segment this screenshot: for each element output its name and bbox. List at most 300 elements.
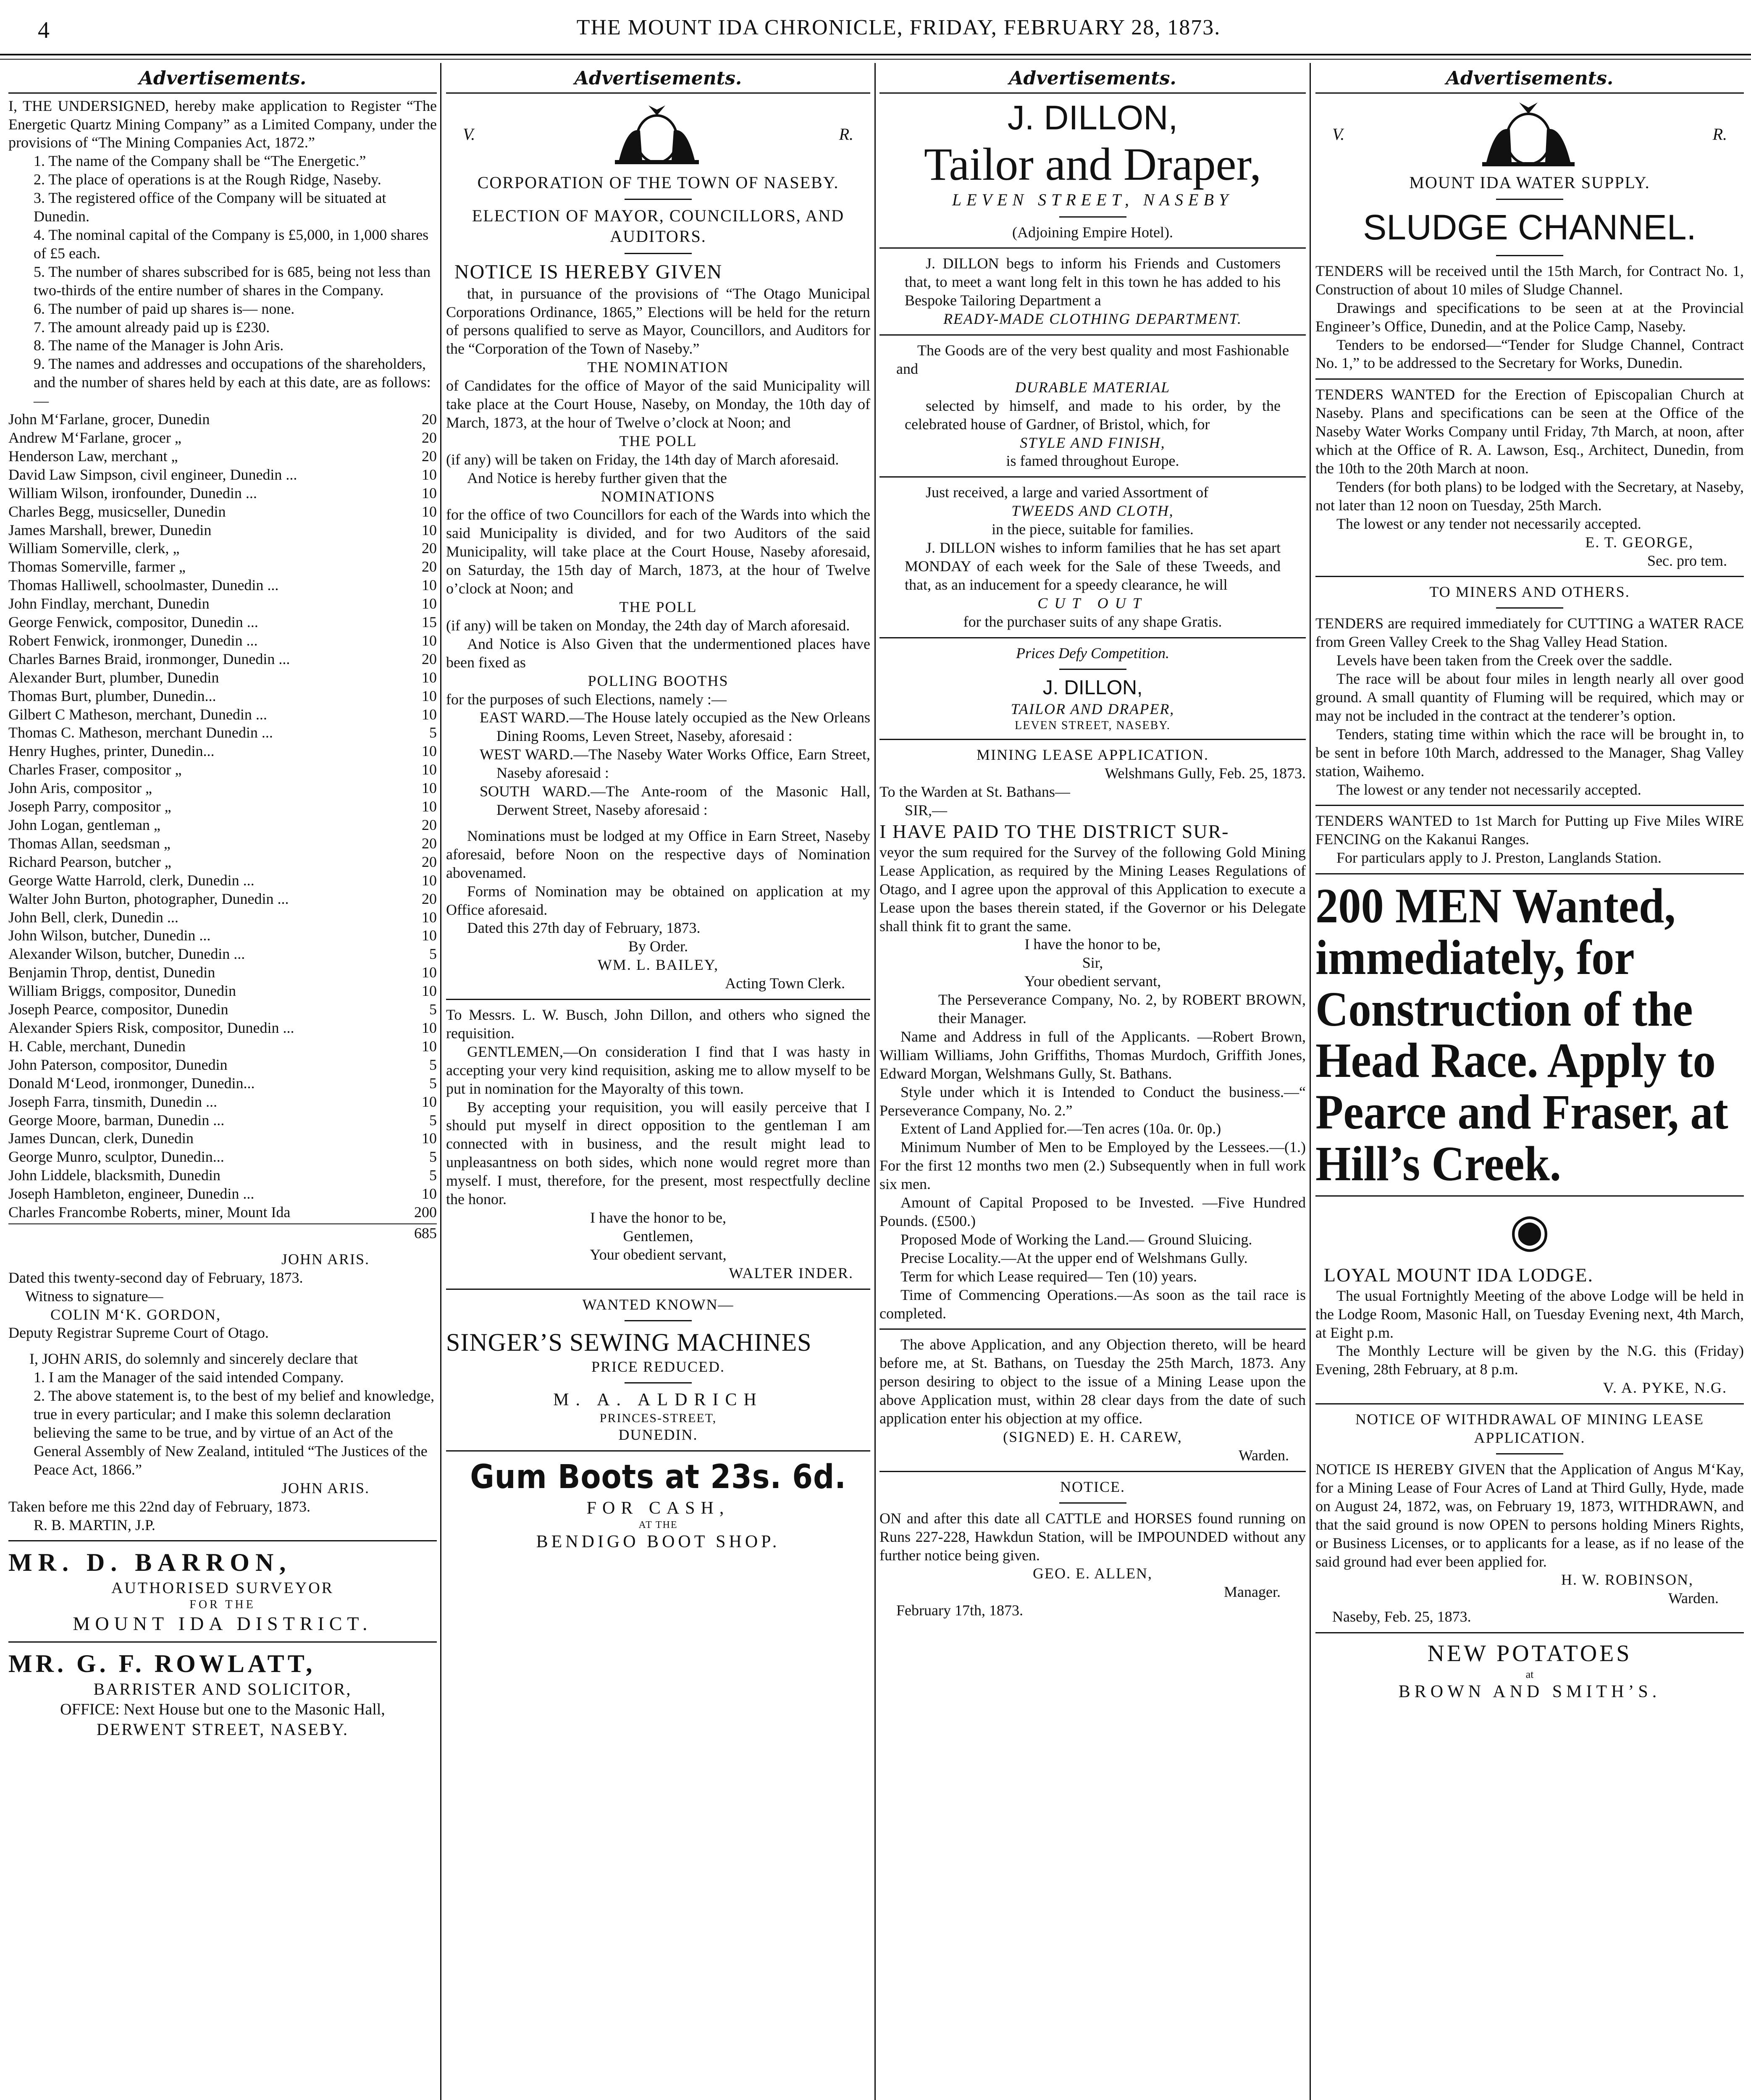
table-row — [8, 650, 437, 669]
aldrich: M. A. ALDRICH — [553, 1390, 763, 1410]
nomination-body: of Candidates for the office of Mayor of the said Municipality will take place at the Court House, Naseby, on Monday, the 10th day of March, 1873, at the hour of Twelve o’clock at Noon; and — [446, 377, 870, 431]
table-row — [8, 1074, 437, 1093]
shareholder-shares: 20 — [422, 890, 437, 907]
feb17: February 17th, 1873. — [896, 1602, 1023, 1619]
by-order: By Order. — [628, 938, 688, 955]
witness-title: Deputy Registrar Supreme Court of Otago. — [8, 1324, 269, 1341]
column-heading: Advertisements. — [446, 67, 870, 94]
ward-west: WEST WARD.—The Naseby Water Works Office, Earn Street, Naseby aforesaid : — [480, 746, 870, 782]
dillon-trade: Tailor and Draper, — [924, 138, 1262, 190]
new-potatoes: NEW POTATOES — [1427, 1641, 1632, 1667]
sir-2: Sir, — [1082, 954, 1103, 971]
gentlemen: Gentlemen, — [623, 1227, 693, 1244]
crest-letter: R. — [1712, 125, 1727, 144]
barron-district: MOUNT IDA DISTRICT. — [73, 1613, 373, 1635]
poll-heading: THE POLL — [619, 432, 697, 449]
sec-pro-tem: Sec. pro tem. — [1647, 552, 1727, 569]
column-heading: Advertisements. — [1315, 67, 1744, 94]
shareholder-shares: 10 — [422, 1130, 437, 1147]
crest-letter: R. — [839, 125, 853, 144]
masthead-title: THE MOUNT IDA CHRONICLE, FRIDAY, FEBRUARY 28, 1873. — [576, 15, 1221, 39]
tenders-sludge: TENDERS will be received until the 15th March, for Contract No. 1, Construction of about 10 miles of Sludge Channel. — [1315, 262, 1744, 298]
shareholder-shares: 20 — [422, 835, 437, 852]
honor: I have the honor to be, — [1024, 936, 1161, 953]
shareholder-shares: 5 — [429, 1167, 437, 1184]
shareholder-name: John Logan, gentleman „ — [8, 816, 160, 834]
barron-title: AUTHORISED SURVEYOR — [111, 1579, 334, 1597]
list-item: 2. The above statement is, to the best of my belief and knowledge, true in every particular; and I make this solemn declaration believing the same to be true, and by virtue of an Act of the General Assembly of New Zealand, intituled “The Justices of the Peace Act, 1866.” — [34, 1387, 435, 1478]
shareholder-shares: 10 — [422, 669, 437, 686]
shareholder-shares: 10 — [422, 577, 437, 594]
shareholder-name: John Bell, clerk, Dunedin ... — [8, 908, 179, 926]
manager: Manager. — [1224, 1583, 1281, 1601]
shareholder-shares: 10 — [422, 964, 437, 981]
shareholder-name: Robert Fenwick, ironmonger, Dunedin ... — [8, 632, 258, 649]
table-row — [8, 484, 437, 503]
shareholder-name: Thomas Somerville, farmer „ — [8, 558, 186, 575]
cattle-notice: ON and after this date all CATTLE and HORSES found running on Runs 227-228, Hawkdun Station, will be IMPOUNDED without any further notice being given. — [879, 1509, 1306, 1564]
allen: GEO. E. ALLEN, — [1033, 1565, 1152, 1582]
dated: Dated this twenty-second day of February, 1873. — [8, 1269, 303, 1286]
shareholder-name: Richard Pearson, butcher „ — [8, 853, 171, 870]
water-race: TENDERS are required immediately for CUTTING a WATER RACE from Green Valley Creek to the Shag Valley Head Station. — [1315, 615, 1744, 651]
shareholder-name: John Wilson, butcher, Dunedin ... — [8, 927, 211, 944]
shareholder-name: Henderson Law, merchant „ — [8, 447, 178, 465]
shareholder-shares: 10 — [422, 1093, 437, 1110]
list-item: 4. The nominal capital of the Company is £5,000, in 1,000 shares of £5 each. — [34, 226, 429, 262]
shareholder-name: George Fenwick, compositor, Dunedin ... — [8, 614, 258, 631]
both-plans: Tenders (for both plans) to be lodged with the Secretary, at Naseby, not later than 12 noon on Tuesday, 25th March. — [1315, 478, 1744, 514]
shareholder-name: William Somerville, clerk, „ — [8, 540, 180, 557]
shareholder-shares: 10 — [422, 1019, 437, 1036]
shareholder-shares: 5 — [429, 1001, 437, 1018]
shareholder-name: Charles Francombe Roberts, miner, Mount Ida — [8, 1204, 291, 1221]
locality: Precise Locality.—At the upper end of Welshmans Gully. — [900, 1249, 1248, 1266]
shareholder-name: David Law Simpson, civil engineer, Dunedin ... — [8, 466, 297, 483]
shareholder-name: James Duncan, clerk, Dunedin — [8, 1130, 194, 1147]
rowlatt-name: MR. G. F. ROWLATT, — [8, 1650, 316, 1678]
notice-heading: NOTICE. — [1060, 1478, 1125, 1495]
energetic-items — [8, 152, 437, 410]
robinson: H. W. ROBINSON, — [1561, 1571, 1693, 1588]
shareholder-shares: 20 — [422, 447, 437, 465]
applicants: Name and Address in full of the Applicants. —Robert Brown, William Williams, John Griffiths, Thomas Murdoch, Griffith Jones, Edward Morgan, Welshmans Gully, St. Bathans. — [879, 1028, 1306, 1082]
stating: Tenders, stating time within which the race will be brought in, to be sent in before 10th March, addressed to the Manager, Shag Valley station, Waihemo. — [1315, 725, 1744, 780]
george: E. T. GEORGE, — [1585, 533, 1693, 551]
column-divider — [874, 63, 876, 2100]
table-row — [8, 706, 437, 724]
shareholder-shares: 10 — [422, 706, 437, 723]
lodge-body: The usual Fortnightly Meeting of the above Lodge will be held in the Lodge Room, Masonic Hall, on Tuesday Evening next, 4th March, at Eight p.m. — [1315, 1287, 1744, 1341]
table-row — [8, 1203, 437, 1222]
shareholder-shares: 10 — [422, 687, 437, 704]
shareholder-name: Thomas C. Matheson, merchant Dunedin ... — [8, 724, 273, 741]
shareholder-shares: 5 — [429, 1056, 437, 1073]
table-row — [8, 927, 437, 945]
shareholder-shares: 10 — [422, 908, 437, 926]
shareholder-shares: 20 — [422, 853, 437, 870]
perseverance: The Perseverance Company, No. 2, by ROBERT BROWN, their Manager. — [938, 991, 1306, 1027]
shareholder-name: Andrew M‘Farlane, grocer „ — [8, 429, 181, 446]
withdrawal-title: NOTICE OF WITHDRAWAL OF MINING LEASE APPLICATION. — [1355, 1411, 1704, 1446]
table-row — [8, 945, 437, 963]
gentlemen-letter-2: By accepting your requisition, you will easily perceive that I should put myself in direct opposition to the gentleman I am connected with in business, and the result might lead to unpleasantness on both sides, which none would regret more than myself. I must, therefore, for the present, most respectfully decline the honor. — [446, 1098, 870, 1208]
column-heading: Advertisements. — [8, 67, 437, 94]
table-row — [8, 558, 437, 576]
table-row — [8, 872, 437, 890]
selected: selected by himself, and made to his order, by the celebrated house of Gardner, of Bristol, which, for — [905, 397, 1281, 433]
shareholder-shares: 10 — [422, 927, 437, 944]
energetic-intro: I, THE UNDERSIGNED, hereby make application to Register “The Energetic Quartz Mining Company” as a Limited Company, under the provisions of “The Mining Companies Act, 1872.” — [8, 97, 437, 151]
paid-body: veyor the sum required for the Survey of the following Gold Mining Lease Application, as required by the Mining Leases Regulations of Otago, and I agree upon the approval of this Application to execute a Lease upon the bases therein stated, if the Governor or his Delegate shall think fit to grant the same. — [879, 843, 1306, 934]
lecture: The Monthly Lecture will be given by the N.G. this (Friday) Evening, 28th February, at 8 p.m. — [1315, 1342, 1744, 1378]
list-item: 2. The place of operations is at the Rough Ridge, Naseby. — [34, 171, 381, 188]
just-received: Just received, a large and varied Assortment of — [926, 484, 1209, 501]
shareholder-name: John Findlay, merchant, Dunedin — [8, 595, 210, 612]
shareholder-name: Alexander Burt, plumber, Dunedin — [8, 669, 219, 686]
notice-heading: NOTICE IS HEREBY GIVEN — [454, 261, 723, 284]
table-row — [8, 908, 437, 927]
gratis: for the purchaser suits of any shape Gratis. — [963, 613, 1222, 630]
shareholder-list — [8, 410, 437, 1222]
dillon-street: LEVEN STREET, NASEBY — [952, 190, 1234, 209]
list-item: 1. I am the Manager of the said intended Company. — [34, 1369, 344, 1386]
shareholder-shares: 10 — [422, 503, 437, 520]
table-row — [8, 1111, 437, 1130]
table-row — [8, 410, 437, 429]
nominations-heading: NOMINATIONS — [601, 488, 715, 505]
shareholder-name: William Wilson, ironfounder, Dunedin ... — [8, 484, 257, 501]
at-the: AT THE — [638, 1519, 678, 1530]
shareholder-shares: 5 — [429, 1111, 437, 1129]
table-row — [8, 576, 437, 595]
witness-name: COLIN M‘K. GORDON, — [50, 1306, 221, 1323]
table-row — [8, 963, 437, 982]
shareholder-shares: 200 — [414, 1204, 437, 1221]
further-notice: And Notice is hereby further given that the — [467, 469, 727, 486]
shareholder-name: Joseph Pearce, compositor, Dunedin — [8, 1001, 228, 1018]
table-row — [8, 503, 437, 521]
declaration-intro: I, JOHN ARIS, do solemnly and sincerely declare that — [29, 1350, 358, 1368]
dated: Dated this 27th day of February, 1873. — [467, 919, 701, 937]
notice-body: that, in pursuance of the provisions of “The Otago Municipal Corporations Ordinance, 1865,” Elections will be held for the return of persons qualified to serve as Mayor, Councillors, and Auditors for the “Corporation of the Town of Naseby.” — [446, 285, 870, 357]
coat-of-arms-icon — [1470, 99, 1587, 171]
table-row — [8, 1037, 437, 1056]
shareholder-name: John M‘Farlane, grocer, Dunedin — [8, 411, 210, 428]
table-row — [8, 447, 437, 466]
lowest: The lowest or any tender not necessarily accepted. — [1336, 515, 1641, 532]
shareholder-shares: 5 — [429, 1074, 437, 1092]
durable: DURABLE MATERIAL — [1015, 378, 1171, 396]
shareholder-name: Joseph Parry, compositor „ — [8, 798, 171, 815]
shareholder-name: Thomas Halliwell, schoolmaster, Dunedin ... — [8, 577, 279, 594]
table-row — [8, 816, 437, 835]
coat-of-arms-icon — [602, 101, 711, 168]
poll-body: (if any) will be taken on Friday, the 14th day of March aforesaid. — [446, 451, 839, 468]
dillon-name: J. DILLON, — [1007, 98, 1178, 137]
column-4 — [1315, 63, 1744, 2100]
shareholder-name: Benjamin Throp, dentist, Dunedin — [8, 964, 215, 981]
table-row — [8, 742, 437, 761]
shareholder-name: Alexander Spiers Risk, compositor, Dunedin ... — [8, 1019, 294, 1036]
shareholder-shares: 10 — [422, 595, 437, 612]
readymade: READY-MADE CLOTHING DEPARTMENT. — [943, 310, 1242, 328]
piece: in the piece, suitable for families. — [992, 521, 1194, 538]
table-row — [8, 466, 437, 484]
table-row — [8, 595, 437, 613]
goods: The Goods are of the very best quality and most Fashionable and — [896, 342, 1289, 377]
famed: is famed throughout Europe. — [1006, 452, 1179, 470]
shareholder-name: James Marshall, brewer, Dunedin — [8, 521, 212, 538]
shareholder-name: H. Cable, merchant, Dunedin — [8, 1037, 186, 1055]
paid-heading: I HAVE PAID TO THE DISTRICT SUR- — [879, 820, 1229, 842]
table-row — [8, 613, 437, 632]
shareholder-shares: 5 — [429, 724, 437, 741]
column-heading: Advertisements. — [879, 67, 1306, 94]
princes-street: PRINCES-STREET, — [599, 1411, 717, 1425]
shareholder-shares: 10 — [422, 632, 437, 649]
wishes: J. DILLON wishes to inform families that he has set apart MONDAY of each week for the Sale of these Tweeds, and that, as an inducement for a speedy clearance, he will — [905, 539, 1281, 593]
shareholder-shares: 10 — [422, 982, 437, 1000]
shareholder-shares: 20 — [422, 411, 437, 428]
water-supply-title: MOUNT IDA WATER SUPPLY. — [1409, 173, 1650, 192]
adjoining: (Adjoining Empire Hotel). — [1012, 223, 1173, 241]
table-row — [8, 890, 437, 908]
lowest-2: The lowest or any tender not necessarily accepted. — [1336, 781, 1641, 798]
shareholder-name: Alexander Wilson, butcher, Dunedin ... — [8, 945, 245, 963]
shareholder-shares: 20 — [422, 650, 437, 667]
shareholder-name: Charles Barnes Braid, ironmonger, Dunedin ... — [8, 650, 290, 667]
column-divider — [440, 63, 441, 2100]
poll2-body: (if any) will be taken on Monday, the 24th day of March aforesaid. — [446, 617, 850, 634]
lodge-title: LOYAL MOUNT IDA LODGE. — [1324, 1264, 1593, 1286]
welshmans-date: Welshmans Gully, Feb. 25, 1873. — [1105, 765, 1306, 782]
table-row — [8, 982, 437, 1000]
bendigo-boot-shop: BENDIGO BOOT SHOP. — [536, 1532, 780, 1552]
endorsed: Tenders to be endorsed—“Tender for Sludge Channel, Contract No. 1,” to be addressed to the Secretary for Works, Dunedin. — [1315, 336, 1744, 372]
list-item: 3. The registered office of the Company will be situated at Dunedin. — [34, 189, 386, 225]
barron-name: MR. D. BARRON, — [8, 1549, 292, 1577]
potatoes-at: at — [1525, 1668, 1534, 1681]
nomination-heading: THE NOMINATION — [587, 359, 729, 376]
shareholder-name: Charles Begg, musicseller, Dunedin — [8, 503, 226, 520]
ward-east: EAST WARD.—The House lately occupied as the New Orleans Dining Rooms, Leven Street, Naseby, aforesaid : — [480, 709, 870, 745]
lodged-notice: Nominations must be lodged at my Office in Earn Street, Naseby aforesaid, before Noon on the respective days of Nomination abovenamed. — [446, 827, 870, 881]
mining-lease-title: MINING LEASE APPLICATION. — [977, 746, 1209, 764]
table-row — [8, 853, 437, 872]
shareholder-shares: 10 — [422, 761, 437, 778]
royal-crest — [446, 97, 870, 173]
levels: Levels have been taken from the Creek over the saddle. — [1336, 652, 1672, 669]
shareholder-shares: 20 — [422, 558, 437, 575]
warden: Warden. — [1238, 1446, 1289, 1464]
also-notice: And Notice is Also Given that the undermentioned places have been fixed as — [446, 635, 870, 671]
signer-title: Acting Town Clerk. — [725, 975, 845, 992]
table-row — [8, 779, 437, 798]
column-1 — [8, 63, 437, 2100]
for-cash: FOR CASH, — [586, 1498, 730, 1518]
table-row — [8, 1056, 437, 1074]
to-messrs: To Messrs. L. W. Busch, John Dillon, and others who signed the requisition. — [446, 1006, 870, 1042]
above-application: The above Application, and any Objection thereto, will be heard before me, at St. Bathans, on Tuesday the 25th March, 1873. Any person desiring to object to the issue of a Mining Lease upon the above Application must, within 28 clear days from the date of such application enter his objection at my office. — [879, 1336, 1306, 1427]
shareholder-shares: 10 — [422, 484, 437, 501]
ward-south: SOUTH WARD.—The Ante-room of the Masonic Hall, Derwent Street, Naseby aforesaid : — [480, 783, 870, 818]
jp-name: R. B. MARTIN, J.P. — [34, 1516, 155, 1533]
all-seeing-eye-icon: ◉ — [1509, 1205, 1550, 1257]
shareholder-shares: 20 — [422, 429, 437, 446]
shareholder-shares: 10 — [422, 872, 437, 889]
signed: (SIGNED) E. H. CAREW, — [1003, 1428, 1182, 1445]
shareholder-name: William Briggs, compositor, Dunedin — [8, 982, 236, 1000]
declaration-items — [8, 1368, 437, 1479]
table-row — [8, 521, 437, 540]
list-item: 6. The number of paid up shares is— none. — [34, 300, 295, 317]
table-row — [8, 1148, 437, 1166]
price-reduced: PRICE REDUCED. — [591, 1358, 725, 1375]
gentlemen-letter: GENTLEMEN,—On consideration I find that I was hasty in accepting your very kind requisition, asking me to allow myself to be put in nomination for the Mayoralty of this town. — [446, 1043, 870, 1097]
drawings: Drawings and specifications to be seen at at the Provincial Engineer’s Office, Dunedin, and at the Police Camp, Naseby. — [1315, 299, 1744, 335]
shareholder-shares: 10 — [422, 521, 437, 538]
table-row — [8, 1093, 437, 1111]
warden: Warden. — [1668, 1590, 1719, 1607]
signer: WM. L. BAILEY, — [597, 956, 719, 974]
shareholder-shares: 10 — [422, 743, 437, 760]
witness-label: Witness to signature— — [25, 1287, 163, 1305]
shareholder-shares: 10 — [422, 1185, 437, 1202]
dillon-name-2: J. DILLON, — [1042, 676, 1143, 699]
shareholder-shares: 20 — [422, 816, 437, 834]
extent: Extent of Land Applied for.—Ten acres (10a. 0r. 0p.) — [900, 1120, 1221, 1137]
table-row — [8, 632, 437, 650]
shareholder-name: John Aris, compositor „ — [8, 780, 152, 797]
shareholder-shares: 5 — [429, 1148, 437, 1166]
race-length: The race will be about four miles in length nearly all over good ground. A small quantity of Fluming will be required, which may or may not be included in the contract at the tenderer’s option. — [1315, 670, 1744, 724]
servant: Your obedient servant, — [590, 1246, 727, 1263]
cut-out: CUT OUT — [1037, 594, 1148, 612]
tweeds: TWEEDS AND CLOTH, — [1011, 502, 1174, 520]
pyke: V. A. PYKE, N.G. — [1603, 1379, 1727, 1396]
term: Term for which Lease required— Ten (10) years. — [900, 1268, 1197, 1285]
shareholder-name: George Watte Harrold, clerk, Dunedin ... — [8, 872, 255, 889]
shareholder-name: Henry Hughes, printer, Dunedin... — [8, 743, 215, 760]
column-divider — [1310, 63, 1311, 2100]
taken-before: Taken before me this 22nd day of February, 1873. — [8, 1498, 310, 1515]
gum-boots-heading: Gum Boots at 23s. 6d. — [470, 1458, 846, 1496]
column-3 — [879, 63, 1306, 2100]
table-row — [8, 687, 437, 706]
shareholder-shares: 10 — [422, 798, 437, 815]
wanted-known: WANTED KNOWN— — [582, 1296, 734, 1313]
barron-for: FOR THE — [189, 1598, 256, 1611]
sludge-channel-heading: SLUDGE CHANNEL. — [1363, 207, 1696, 247]
shareholder-name: Donald M‘Leod, ironmonger, Dunedin... — [8, 1074, 255, 1092]
prices-defy: Prices Defy Competition. — [1016, 644, 1169, 662]
shareholder-name: Thomas Allan, seedsman „ — [8, 835, 171, 852]
shareholder-shares: 5 — [429, 945, 437, 963]
list-item: 5. The number of shares subscribed for is 685, being not less than two-thirds of the entire number of shares in the Company. — [34, 263, 431, 299]
shares-total: 685 — [8, 1223, 437, 1243]
shareholder-name: Joseph Hambleton, engineer, Dunedin ... — [8, 1185, 255, 1202]
nominations-body: for the office of two Councillors for each of the Wards into which the said Municipality is divided, and for two Auditors of the said Municipality, will take place at the Court House, Naseby aforesaid, on Saturday, the 15th day of March, 1873, at the hour of Twelve o’clock at Noon; and — [446, 506, 870, 597]
sir: SIR,— — [905, 801, 948, 819]
masthead-rule — [0, 54, 1751, 55]
preston: For particulars apply to J. Preston, Langlands Station. — [1336, 849, 1662, 866]
list-item: 7. The amount already paid up is £230. — [34, 318, 270, 336]
mode: Proposed Mode of Working the Land.— Ground Sluicing. — [900, 1231, 1252, 1248]
brown-and-smiths: BROWN AND SMITH’S. — [1398, 1682, 1661, 1702]
table-row — [8, 1019, 437, 1037]
style-finish: STYLE AND FINISH, — [1020, 434, 1166, 451]
shareholder-name: Walter John Burton, photographer, Dunedin ... — [8, 890, 289, 907]
poll2-heading: THE POLL — [619, 598, 697, 616]
men-wanted-heading: 200 MEN Wanted, immediately, for Construction of the Head Race. Apply to Pearce and Fraser, at Hill’s Creek. — [1315, 878, 1728, 1191]
table-row — [8, 669, 437, 687]
table-row — [8, 1129, 437, 1148]
shareholder-shares: 10 — [422, 466, 437, 483]
signature: JOHN ARIS. — [281, 1479, 370, 1496]
dillon-street-2: LEVEN STREET, NASEBY. — [1015, 719, 1171, 732]
page-number: 4 — [38, 17, 50, 43]
shareholder-name: George Munro, sculptor, Dunedin... — [8, 1148, 224, 1166]
column-2 — [446, 63, 870, 2100]
signature: JOHN ARIS. — [281, 1250, 370, 1268]
min-men: Minimum Number of Men to be Employed by the Lessees.—(1.) For the first 12 months two men (2.) Subsequently when in full work six men. — [879, 1139, 1306, 1193]
table-row — [8, 539, 437, 558]
forms-notice: Forms of Nomination may be obtained on application at my Office aforesaid. — [446, 882, 870, 918]
servant: Your obedient servant, — [1024, 973, 1161, 990]
table-row — [8, 429, 437, 447]
withdrawal-notice: NOTICE IS HEREBY GIVEN that the Application of Angus M‘Kay, for a Mining Lease of Four Acres of Land at Third Gully, Hyde, made on August 24, 1872, was, on February 19, 1873, WITHDRAWN, and that the said ground is now OPEN to persons holding Miners Rights, or Business Licenses, or to applicants for a lease, as if no lease of the said ground had ever been applied for. — [1315, 1460, 1744, 1570]
shareholder-shares: 15 — [422, 614, 437, 631]
shareholder-name: Gilbert C Matheson, merchant, Dunedin ... — [8, 706, 267, 723]
booths-intro: for the purposes of such Elections, namely :— — [446, 690, 727, 708]
rowlatt-title: BARRISTER AND SOLICITOR, — [93, 1680, 352, 1699]
list-item: 8. The name of the Manager is John Aris. — [34, 337, 284, 354]
corporation-title: CORPORATION OF THE TOWN OF NASEBY. — [477, 173, 839, 192]
crest-letter: V. — [1332, 125, 1345, 144]
time: Time of Commencing Operations.—As soon as the tail race is completed. — [879, 1286, 1306, 1322]
shareholder-name: John Liddele, blacksmith, Dunedin — [8, 1167, 221, 1184]
dillon-trade-2: TAILOR AND DRAPER, — [1011, 701, 1175, 718]
masthead-rule-thin — [0, 59, 1751, 60]
table-row — [8, 798, 437, 816]
shareholder-shares: 10 — [422, 780, 437, 797]
table-row — [8, 1185, 437, 1203]
shareholder-shares: 20 — [422, 540, 437, 557]
royal-crest — [1315, 97, 1744, 173]
style-under: Style under which it is Intended to Conduct the business.—“ Perseverance Company, No. 2.” — [879, 1083, 1306, 1119]
dillon-begs: J. DILLON begs to inform his Friends and Customers that, to meet a want long felt in this town he has added to his Bespoke Tailoring Department a — [905, 255, 1281, 309]
shareholder-name: Thomas Burt, plumber, Dunedin... — [8, 687, 216, 704]
dunedin: DUNEDIN. — [618, 1426, 698, 1444]
miners-heading: TO MINERS AND OTHERS. — [1429, 583, 1630, 601]
shareholder-name: Joseph Farra, tinsmith, Dunedin ... — [8, 1093, 217, 1110]
singer-heading: SINGER’S SEWING MACHINES — [446, 1328, 812, 1356]
shareholder-name: George Moore, barman, Dunedin ... — [8, 1111, 225, 1129]
shareholder-name: John Paterson, compositor, Dunedin — [8, 1056, 228, 1073]
table-row — [8, 1000, 437, 1019]
table-row — [8, 835, 437, 853]
shareholder-shares: 10 — [422, 1037, 437, 1055]
table-row — [8, 724, 437, 742]
table-row — [8, 1166, 437, 1185]
masthead — [0, 4, 1751, 50]
crest-letter: V. — [463, 125, 475, 144]
shareholder-name: Charles Fraser, compositor „ — [8, 761, 182, 778]
booths-heading: POLLING BOOTHS — [588, 672, 729, 689]
rowlatt-office: OFFICE: Next House but one to the Masonic Hall, — [60, 1701, 385, 1719]
to-warden: To the Warden at St. Bathans— — [879, 783, 1070, 800]
